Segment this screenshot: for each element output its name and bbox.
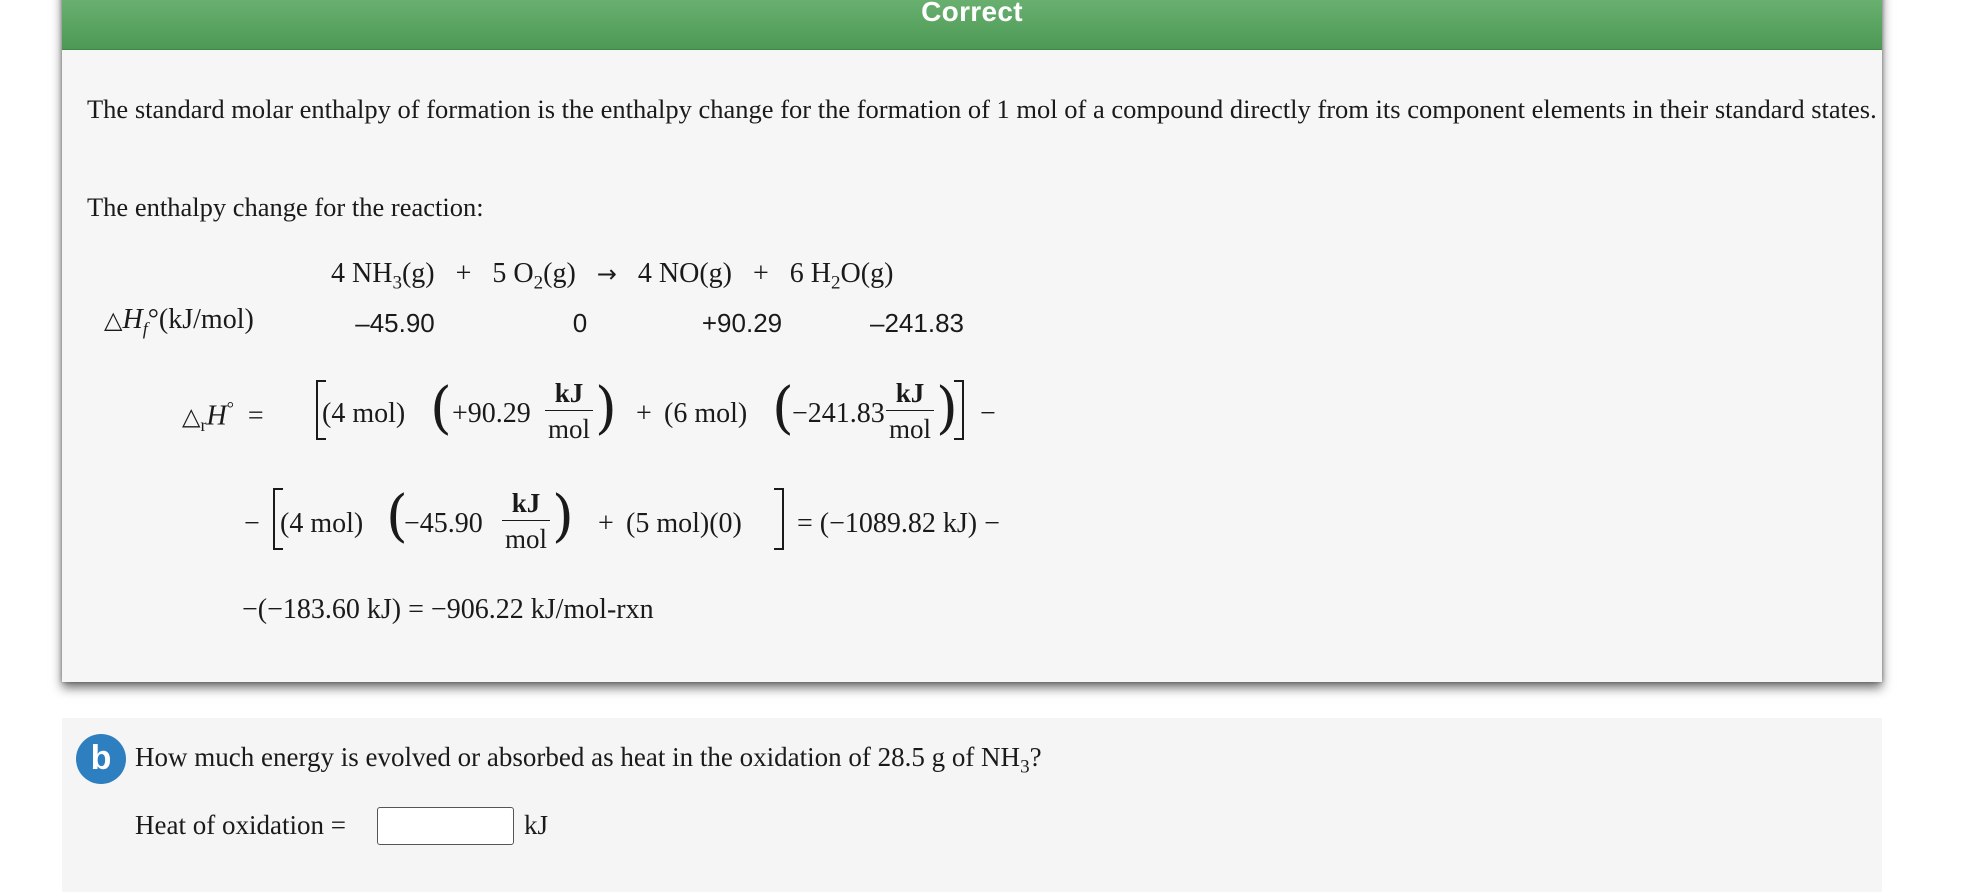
row-label-sub: f (142, 318, 148, 339)
question-sub: 3 (1020, 756, 1030, 778)
coef-h2o: 6 (789, 258, 804, 289)
value-nh3: –45.90 (355, 308, 435, 338)
species-h2o-h: H (810, 258, 832, 289)
frac-bar (502, 520, 550, 521)
sub-h2o: 2 (831, 272, 841, 294)
phase-nh3: (g) (401, 258, 435, 289)
term1-mol: (4 mol) (322, 398, 406, 429)
feedback-card (62, 0, 1882, 682)
plus-term: + (636, 398, 652, 429)
part-b-badge: b (76, 734, 126, 784)
reaction-arrow: → (596, 260, 617, 288)
value-h2o: –241.83 (870, 308, 964, 338)
paren-close-1: ) (595, 376, 617, 441)
final-result: −(−183.60 kJ) = −906.22 kJ/mol-rxn (242, 594, 654, 625)
question-mark: ? (1029, 742, 1042, 772)
frac-num: kJ (511, 488, 541, 518)
paren-close-2: ) (936, 376, 958, 441)
delta-symbol: △ (104, 306, 123, 334)
coef-o2: 5 (492, 258, 507, 289)
coef-nh3: 4 (331, 258, 345, 289)
species-no: NO(g) (658, 258, 732, 289)
sub-o2: 2 (533, 272, 544, 294)
banner-title: Correct (921, 0, 1023, 27)
lhs-sub: r (200, 414, 207, 435)
species-nh3: NH (352, 258, 393, 289)
paren-close-3: ) (552, 484, 574, 549)
explanation-intro: The enthalpy change for the reaction: (87, 192, 484, 222)
table-row-label (104, 304, 254, 340)
lhs-equals: = (247, 400, 264, 432)
sub-nh3: 3 (392, 272, 402, 294)
species-h2o-o: O(g) (840, 258, 894, 289)
unit-fraction-3 (502, 488, 550, 554)
question-text: How much energy is evolved or absorbed as heat in the oxidation of 28.5 g of NH (135, 742, 1021, 772)
correct-banner (62, 0, 1882, 50)
frac-bar (886, 410, 934, 411)
row-label-units: °(kJ/mol) (147, 304, 254, 335)
unit-fraction-1 (545, 378, 593, 444)
answer-label: Heat of oxidation = (135, 810, 346, 840)
frac-den: mol (888, 414, 931, 444)
term2-mol: (6 mol) (664, 398, 748, 429)
right-bracket-1 (954, 380, 964, 440)
reaction-equation (331, 258, 893, 295)
term3-mol: (4 mol) (280, 508, 364, 539)
species-o2: O (513, 258, 534, 289)
right-bracket-2 (774, 488, 784, 550)
paren-open-1: ( (430, 376, 452, 441)
row-label-h: H (122, 304, 143, 335)
frac-den: mol (547, 414, 590, 444)
answer-unit: kJ (524, 810, 549, 840)
frac-num: kJ (554, 378, 584, 408)
paren-open-2: ( (772, 376, 794, 441)
coef-no: 4 (637, 258, 652, 289)
plus-2: + (753, 258, 769, 289)
frac-bar (545, 410, 593, 411)
frac-num: kJ (895, 378, 925, 408)
heat-of-oxidation-input[interactable] (377, 807, 514, 845)
term2-value: −241.83 (792, 398, 885, 429)
value-o2: 0 (572, 308, 588, 338)
term3-value: −45.90 (404, 508, 483, 539)
value-no: +90.29 (701, 308, 783, 338)
plus-term-2: + (598, 508, 614, 539)
minus-2: − (244, 508, 260, 539)
plus-1: + (455, 258, 472, 289)
delta-r-symbol: △ (182, 402, 201, 431)
paren-open-3: ( (386, 484, 408, 549)
lhs-h: H (206, 400, 227, 432)
term1-value: +90.29 (452, 398, 531, 429)
unit-fraction-2 (886, 378, 934, 444)
term4: (5 mol)(0) (626, 508, 742, 539)
calc-lhs (182, 398, 264, 436)
lhs-degree: ° (226, 398, 234, 418)
intermediate-result: = (−1089.82 kJ) − (797, 508, 1000, 539)
minus-1: − (980, 398, 996, 429)
explanation-paragraph: The standard molar enthalpy of formation is the enthalpy change for the formation of 1 mol of a compound directly from its component elements in their standard states. (87, 94, 1877, 124)
frac-den: mol (504, 524, 547, 554)
phase-o2: (g) (543, 258, 576, 289)
part-b-question (135, 742, 1042, 778)
